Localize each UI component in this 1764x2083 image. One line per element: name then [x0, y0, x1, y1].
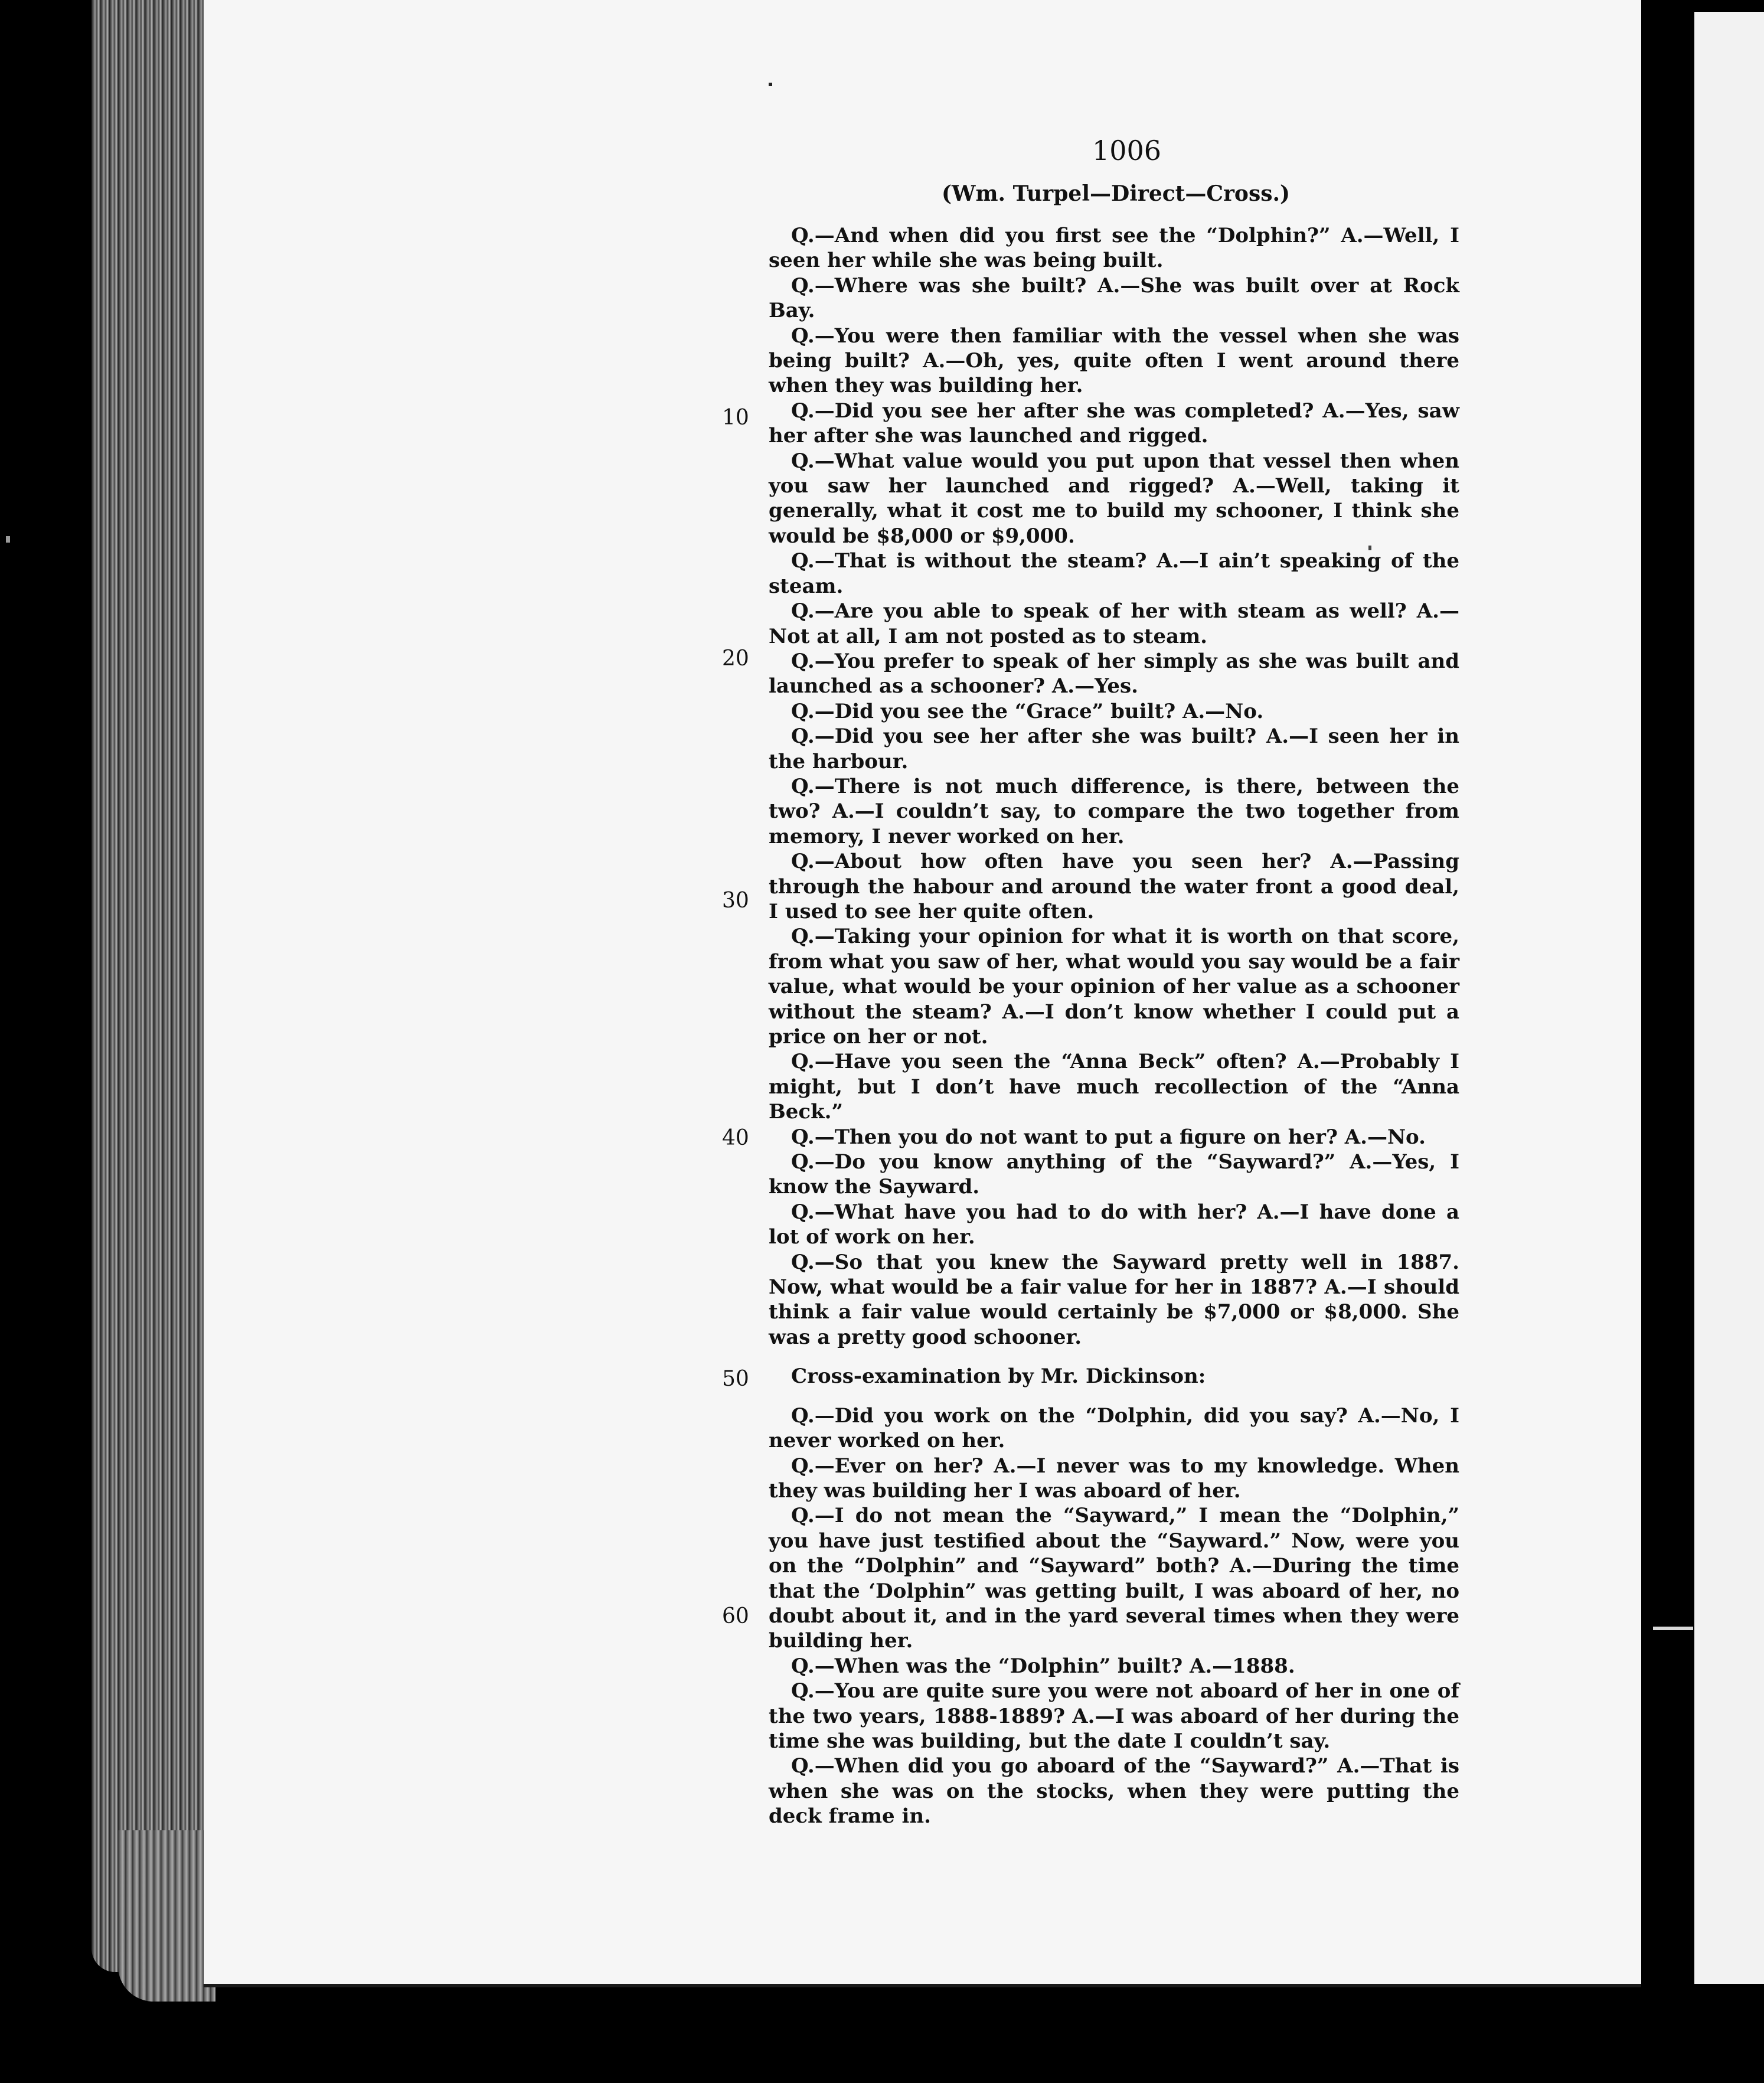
running-head: (Wm. Turpel—Direct—Cross.)	[942, 181, 1291, 206]
line-number: 30	[722, 889, 749, 913]
page-edge-shadow	[92, 0, 215, 1972]
testimony-paragraph: Q.—About how often have you seen her? A.—Passing through the habour and around the water front a good deal, I used to see her quite often.	[769, 850, 1459, 923]
testimony-paragraph: Q.—That is without the steam? A.—I ain’t speaking of the steam.	[769, 549, 1459, 598]
testimony-paragraph: Q.—You prefer to speak of her simply as she was built and launched as a schooner? A.—Yes.	[769, 649, 1459, 698]
page-edge-shadow-lower	[118, 1830, 215, 2002]
testimony-paragraph: Q.—Did you see the “Grace” built? A.—No.	[791, 699, 1264, 723]
testimony-paragraph: Q.—There is not much difference, is there, between the two? A.—I couldn’t say, to compare the two together from memory, I never worked on her.	[769, 774, 1459, 848]
testimony-paragraph: Q.—What value would you put upon that vessel then when you saw her launched and rigged? A.—Well, taking it generally, what it cost me to build my schooner, I think she would be $8,000 or $9,000.	[769, 449, 1459, 548]
adjacent-page-strip	[1694, 12, 1764, 1984]
testimony-paragraph: Q.—Did you see her after she was built? A.—I seen her in the harbour.	[769, 724, 1459, 773]
line-number: 60	[722, 1604, 749, 1628]
line-number: 20	[722, 647, 749, 671]
speck-mark	[769, 83, 772, 86]
testimony-paragraph: Q.—When was the “Dolphin” built? A.—1888.	[791, 1654, 1295, 1678]
testimony-paragraph: Q.—Where was she built? A.—She was built over at Rock Bay.	[769, 273, 1459, 323]
testimony-paragraph: Q.—When did you go aboard of the “Sayward?” A.—That is when she was on the stocks, when they were putting the deck frame in.	[769, 1754, 1459, 1829]
testimony-paragraph: Q.—You are quite sure you were not aboard of her in one of the two years, 1888-1889? A.—I was aboard of her during the time she was building, but the date I couldn’t say.	[769, 1679, 1459, 1753]
edge-mark	[1653, 1627, 1693, 1630]
line-number: 50	[722, 1367, 749, 1391]
page-number: 1006	[1092, 135, 1162, 166]
testimony-paragraph: Q.—Do you know anything of the “Sayward?” A.—Yes, I know the Sayward.	[769, 1150, 1459, 1199]
testimony-paragraph: Q.—So that you knew the Sayward pretty well in 1887. Now, what would be a fair value for her in 1887? A.—I should think a fair value would certainly be $7,000 or $8,000. She was a pretty good schooner.	[769, 1250, 1459, 1349]
line-number: 40	[722, 1126, 749, 1150]
testimony-paragraph: Q.—Ever on her? A.—I never was to my knowledge. When they was building her I was aboard of her.	[769, 1454, 1459, 1503]
line-number: 10	[722, 406, 749, 430]
testimony-paragraph: Q.—Then you do not want to put a figure on her? A.—No.	[791, 1125, 1426, 1149]
testimony-paragraph: Q.—I do not mean the “Sayward,” I mean the “Dolphin,” you have just testified about the “Sayward.” Now, were you on the “Dolphin” and “Sayward” both? A.—During the time that the ‘Dolphin” was getting built, I was aboard of her, no doubt about it, and in the yard several times when they were building her.	[769, 1504, 1459, 1653]
testimony-paragraph: Q.—You were then familiar with the vessel when she was being built? A.—Oh, yes, quite often I went around there when they was building her.	[769, 324, 1459, 398]
testimony-body	[769, 223, 1459, 1829]
cross-examination-heading: Cross-examination by Mr. Dickinson:	[791, 1364, 1206, 1389]
testimony-paragraph: Q.—Did you see her after she was completed? A.—Yes, saw her after she was launched and rigged.	[769, 399, 1459, 448]
testimony-paragraph: Q.—And when did you first see the “Dolphin?” A.—Well, I seen her while she was being built.	[769, 224, 1459, 273]
testimony-paragraph: Q.—Taking your opinion for what it is worth on that score, from what you saw of her, what would you say would be a fair value, what would be your opinion of her value as a schooner without the steam? A.—I don’t know whether I could put a price on her or not.	[769, 925, 1459, 1049]
testimony-paragraph: Q.—Did you work on the “Dolphin, did you say? A.—No, I never worked on her.	[769, 1403, 1459, 1453]
testimony-paragraph: Q.—Are you able to speak of her with steam as well? A.—Not at all, I am not posted as to steam.	[769, 599, 1459, 648]
testimony-paragraph: Q.—What have you had to do with her? A.—I have done a lot of work on her.	[769, 1200, 1459, 1249]
speck-mark	[6, 536, 10, 543]
testimony-paragraph: Q.—Have you seen the “Anna Beck” often? A.—Probably I might, but I don’t have much recollection of the “Anna Beck.”	[769, 1050, 1459, 1124]
